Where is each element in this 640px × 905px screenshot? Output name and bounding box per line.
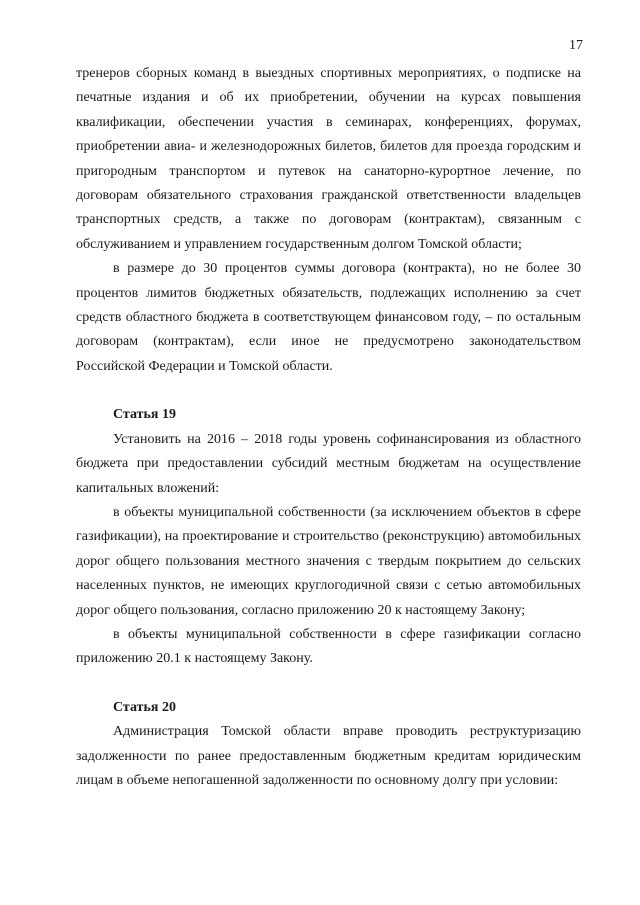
document-body [76,62,581,793]
article-20-heading: Статья 20 [113,699,176,715]
paragraph-continuation: тренеров сборных команд в выездных спортивных мероприятиях, о подписке на печатные издания и об их приобретении, обучении на курсах повышения квалификации, обеспечении участия в семинарах, конференциях, форумах, приобретении авиа- и железнодорожных билетов, билетов для проезда городским и пригородным транспортом и путевок на санаторно-курортное лечение, по договорам обязательного страхования гражданской ответственности владельцев транспортных средств, а также по договорам (контрактам), связанным с обслуживанием и управлением государственным долгом Томской области; [76,66,581,252]
article-19-item-gasification: в объекты муниципальной собственности в сфере газификации согласно приложению 20.1 к настоящему Закону. [76,626,581,667]
page-number: 17 [569,38,583,53]
paragraph-contract-limit: в размере до 30 процентов суммы договора (контракта), но не более 30 процентов лимитов бюджетных обязательств, подлежащих исполнению за счет средств областного бюджета в соответствующем финансовом году, – по остальным договорам (контрактам), если иное не предусмотрено законодательством Российской Федерации и Томской области. [76,261,581,374]
article-19-heading: Статья 19 [113,407,176,423]
article-20-intro: Администрация Томской области вправе проводить реструктуризацию задолженности по ранее предоставленным бюджетным кредитам юридическим лицам в объеме непогашенной задолженности по основному долгу при условии: [76,724,581,788]
article-19-intro: Установить на 2016 – 2018 годы уровень софинансирования из областного бюджета при предоставлении субсидий местным бюджетам на осуществление капитальных вложений: [76,431,581,496]
article-19-item-roads: в объекты муниципальной собственности (за исключением объектов в сфере газификации), на проектирование и строительство (реконструкцию) автомобильных дорог общего пользования местного значения с твердым покрытием до сельских населенных пунктов, не имеющих круглогодичной связи с сетью автомобильных дорог общего пользования, согласно приложению 20 к настоящему Закону; [76,504,581,618]
